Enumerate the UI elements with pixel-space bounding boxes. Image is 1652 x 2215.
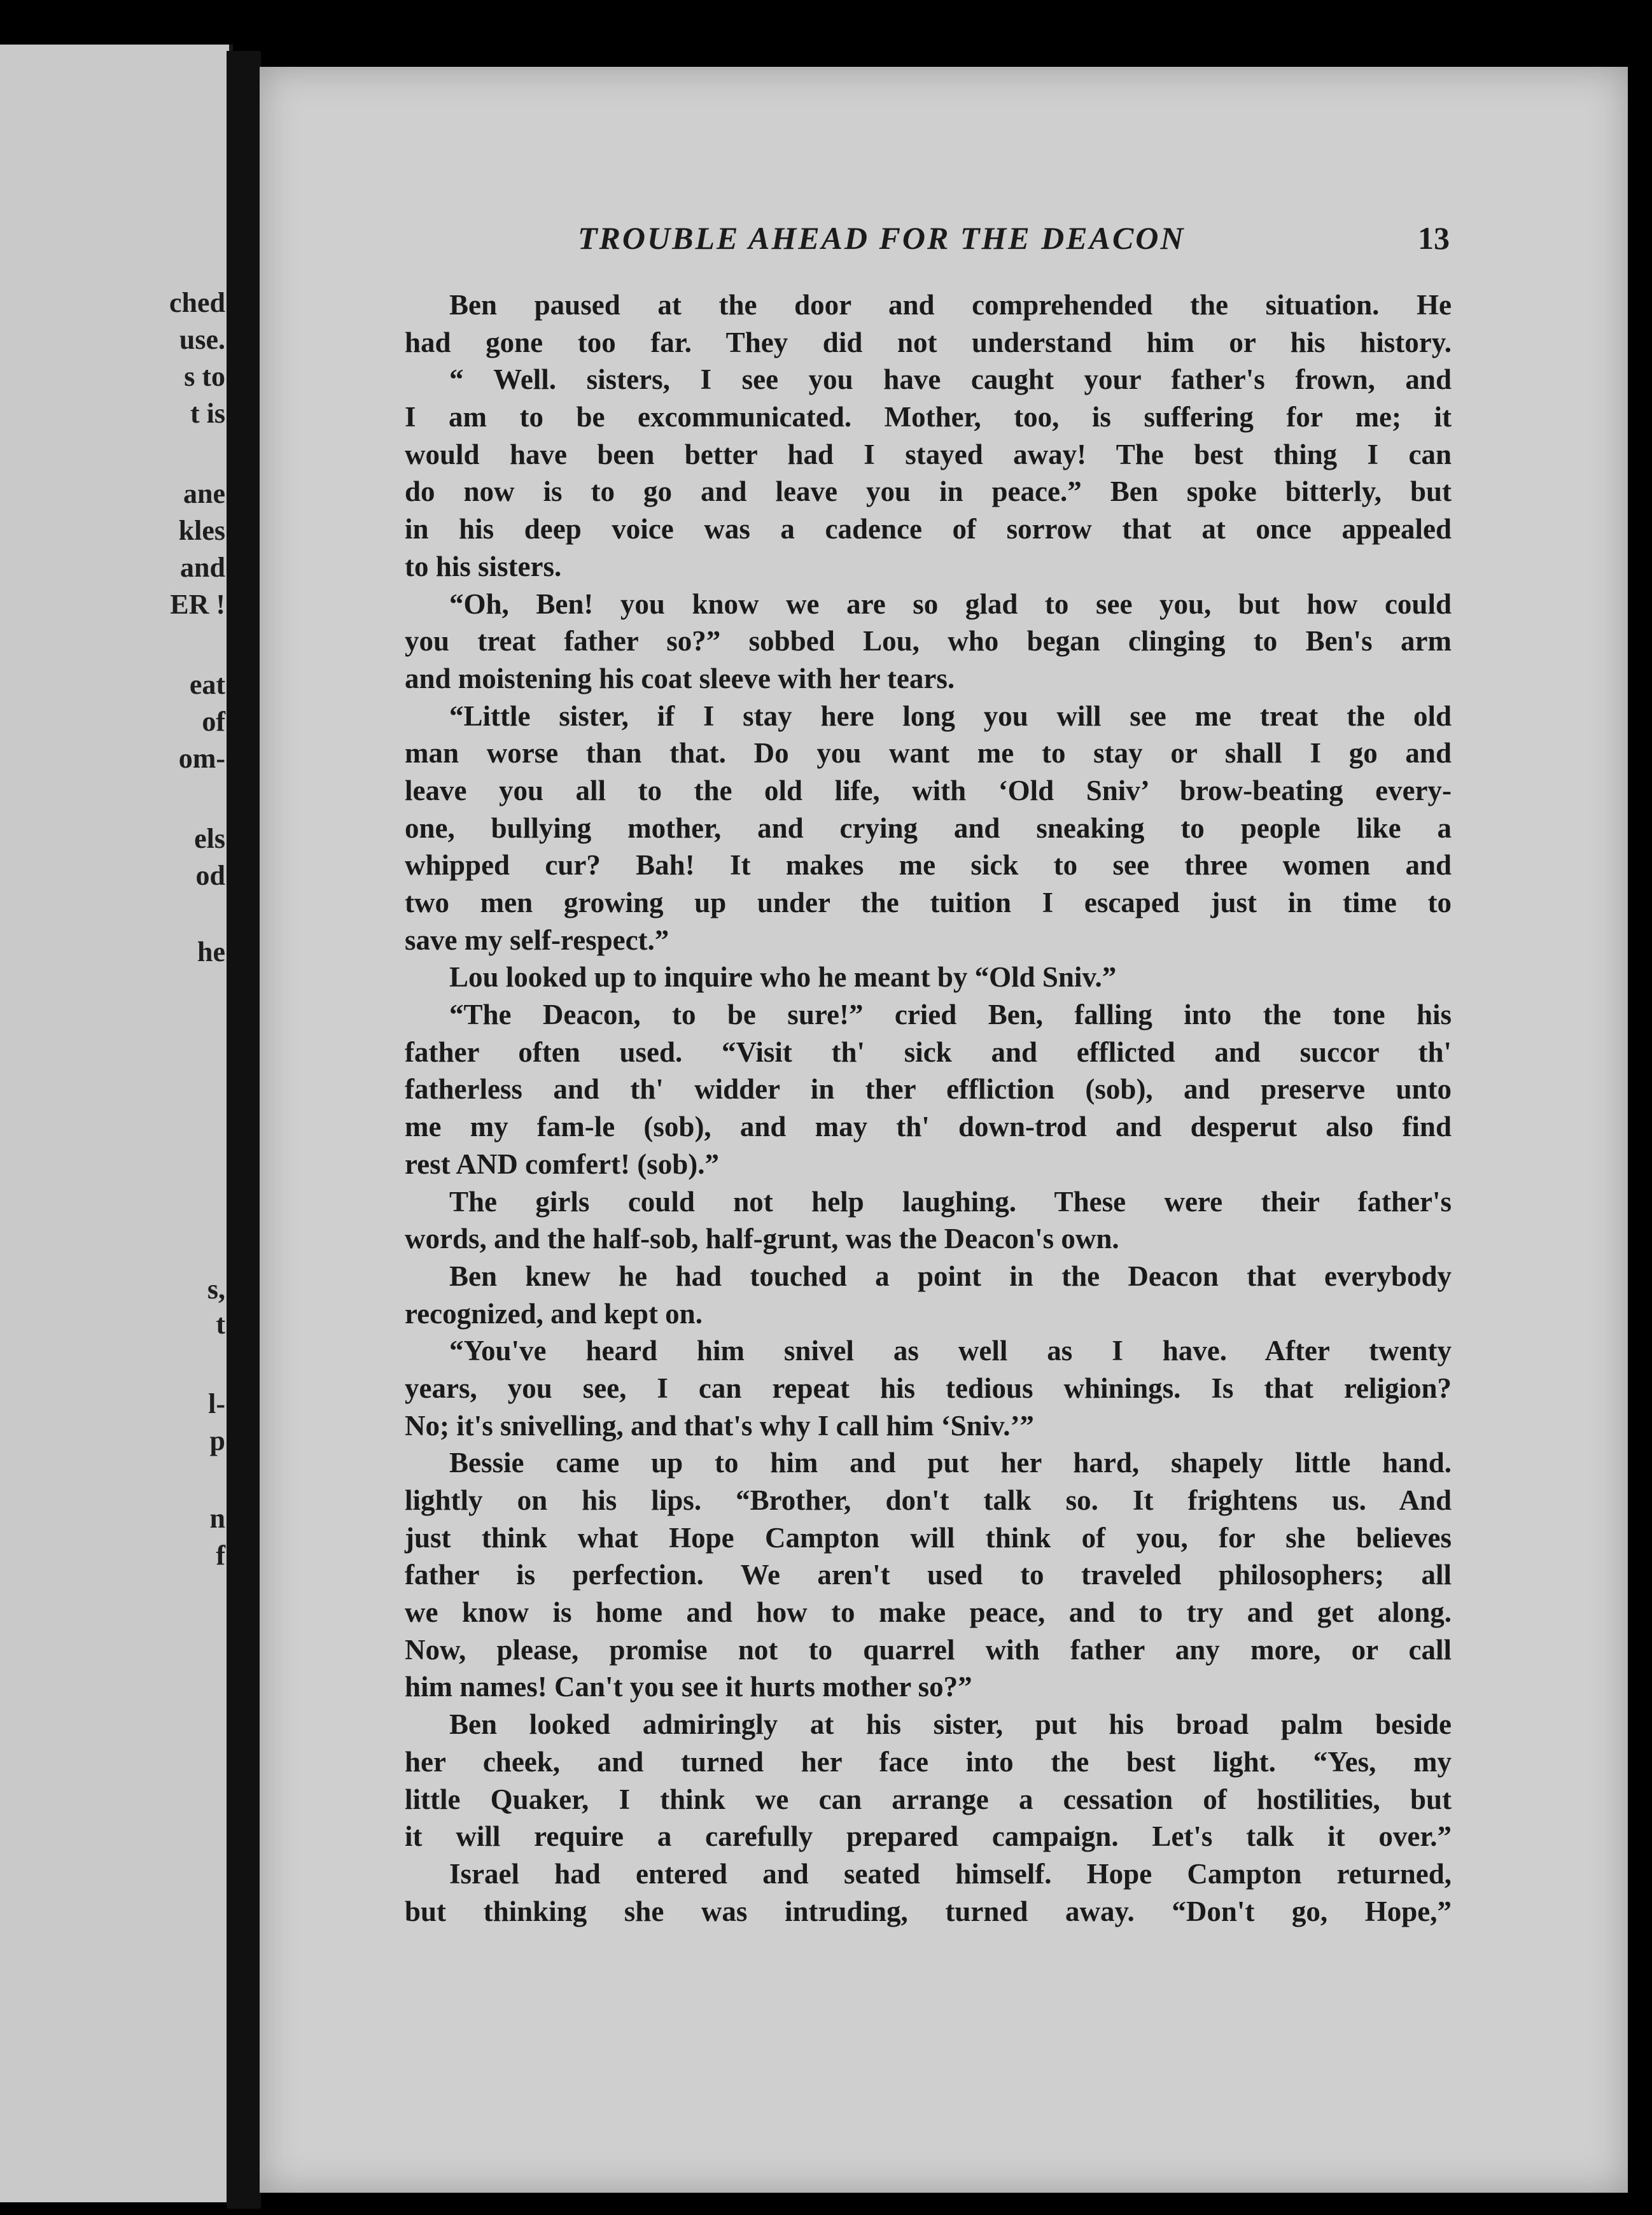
text-line: father is perfection. We aren't used to traveled philosophers; all	[405, 1559, 1452, 1591]
text-line: Lou looked up to inquire who he meant by “Old Sniv.”	[449, 961, 1117, 994]
text-line: Ben knew he had touched a point in the Deacon that everybody	[449, 1260, 1452, 1292]
text-line: it will require a carefully prepared campaign. Let's talk it over.”	[405, 1820, 1452, 1853]
text-line: me my fam-le (sob), and may th' down-trod and desperut also find	[405, 1111, 1452, 1143]
text-line: whipped cur? Bah! It makes me sick to see three women and	[405, 849, 1452, 882]
facing-page-fragment: of	[202, 706, 225, 737]
facing-page-fragment: kles	[178, 515, 225, 546]
facing-page-fragment: he	[197, 936, 225, 967]
text-line: man worse than that. Do you want me to stay or shall I go and	[405, 737, 1452, 770]
facing-page-fragment: f	[216, 1540, 225, 1571]
text-line: we know is home and how to make peace, and to try and get along.	[405, 1596, 1452, 1629]
text-line: little Quaker, I think we can arrange a cessation of hostilities, but	[405, 1783, 1452, 1815]
text-line: Ben paused at the door and comprehended the situation. He	[449, 289, 1452, 321]
text-line: fatherless and th' widder in ther effliction (sob), and preserve unto	[405, 1073, 1452, 1106]
text-line: No; it's snivelling, and that's why I call him ‘Sniv.’”	[405, 1409, 1034, 1442]
facing-page	[0, 45, 233, 2202]
book-page	[260, 67, 1628, 2193]
text-line: rest AND comfert! (sob).”	[405, 1148, 720, 1180]
text-line: Now, please, promise not to quarrel with father any more, or call	[405, 1633, 1452, 1666]
text-line: “Oh, Ben! you know we are so glad to see you, but how could	[449, 587, 1452, 620]
text-line: and moistening his coat sleeve with her tears.	[405, 662, 955, 694]
body-text	[405, 286, 1452, 1930]
facing-page-fragment: t	[216, 1309, 225, 1340]
facing-page-fragment: s to	[184, 361, 225, 392]
text-line: you treat father so?” sobbed Lou, who began clinging to Ben's arm	[405, 625, 1452, 657]
facing-page-fragment: and	[180, 552, 225, 583]
text-line: lightly on his lips. “Brother, don't talk so. It frightens us. And	[405, 1484, 1452, 1516]
running-head: TROUBLE AHEAD FOR THE DEACON	[578, 220, 1186, 256]
facing-page-fragment: ched	[169, 287, 225, 318]
facing-page-fragment: t is	[190, 398, 225, 429]
text-line: leave you all to the old life, with ‘Old Sniv’ brow-beating every-	[405, 774, 1452, 806]
text-line: do now is to go and leave you in peace.” Ben spoke bitterly, but	[405, 475, 1452, 508]
text-line: father often used. “Visit th' sick and efflicted and succor th'	[405, 1036, 1452, 1068]
facing-page-fragment: od	[195, 860, 225, 891]
text-line: I am to be excommunicated. Mother, too, is suffering for me; it	[405, 401, 1452, 433]
text-line: had gone too far. They did not understand him or his history.	[405, 326, 1452, 358]
text-line: recognized, and kept on.	[405, 1297, 703, 1330]
text-line: one, bullying mother, and crying and sneaking to people like a	[405, 812, 1452, 844]
text-line: would have been better had I stayed away! The best thing I can	[405, 438, 1452, 470]
text-line: Israel had entered and seated himself. Hope Campton returned,	[449, 1857, 1452, 1890]
page-number: 13	[1418, 220, 1450, 256]
text-line: but thinking she was intruding, turned away. “Don't go, Hope,”	[405, 1895, 1452, 1927]
text-line: save my self-respect.”	[405, 924, 669, 956]
facing-page-fragment: p	[209, 1425, 225, 1456]
text-line: The girls could not help laughing. These were their father's	[449, 1185, 1452, 1218]
facing-page-fragment: l-	[208, 1388, 225, 1419]
facing-page-fragment: om-	[178, 743, 225, 774]
text-line: two men growing up under the tuition I escaped just in time to	[405, 887, 1452, 918]
text-line: to his sisters.	[405, 550, 562, 582]
text-line: words, and the half-sob, half-grunt, was the Deacon's own.	[405, 1223, 1119, 1255]
text-line: “You've heard him snivel as well as I have. After twenty	[449, 1335, 1452, 1367]
facing-page-fragment: use.	[179, 324, 225, 355]
text-line: Bessie came up to him and put her hard, shapely little hand.	[449, 1447, 1452, 1479]
facing-page-fragment: ane	[183, 478, 225, 509]
text-line: him names! Can't you see it hurts mother so?”	[405, 1671, 972, 1703]
facing-page-fragment: eat	[189, 669, 225, 700]
text-line: “Little sister, if I stay here long you will see me treat the old	[449, 700, 1452, 732]
text-line: “The Deacon, to be sure!” cried Ben, falling into the tone his	[449, 999, 1452, 1031]
text-line: in his deep voice was a cadence of sorrow that at once appealed	[405, 513, 1452, 545]
facing-page-fragment: s,	[207, 1274, 225, 1305]
text-line: her cheek, and turned her face into the best light. “Yes, my	[405, 1745, 1452, 1778]
text-line: just think what Hope Campton will think of you, for she believes	[405, 1521, 1452, 1554]
text-line: “ Well. sisters, I see you have caught your father's frown, and	[449, 363, 1452, 396]
facing-page-fragment: ER !	[170, 589, 225, 620]
text-line: Ben looked admiringly at his sister, put his broad palm beside	[449, 1708, 1452, 1741]
book-gutter	[227, 51, 261, 2209]
facing-page-fragment: n	[209, 1503, 225, 1534]
text-line: years, you see, I can repeat his tedious whinings. Is that religion?	[405, 1372, 1452, 1404]
facing-page-fragment: els	[194, 823, 225, 854]
